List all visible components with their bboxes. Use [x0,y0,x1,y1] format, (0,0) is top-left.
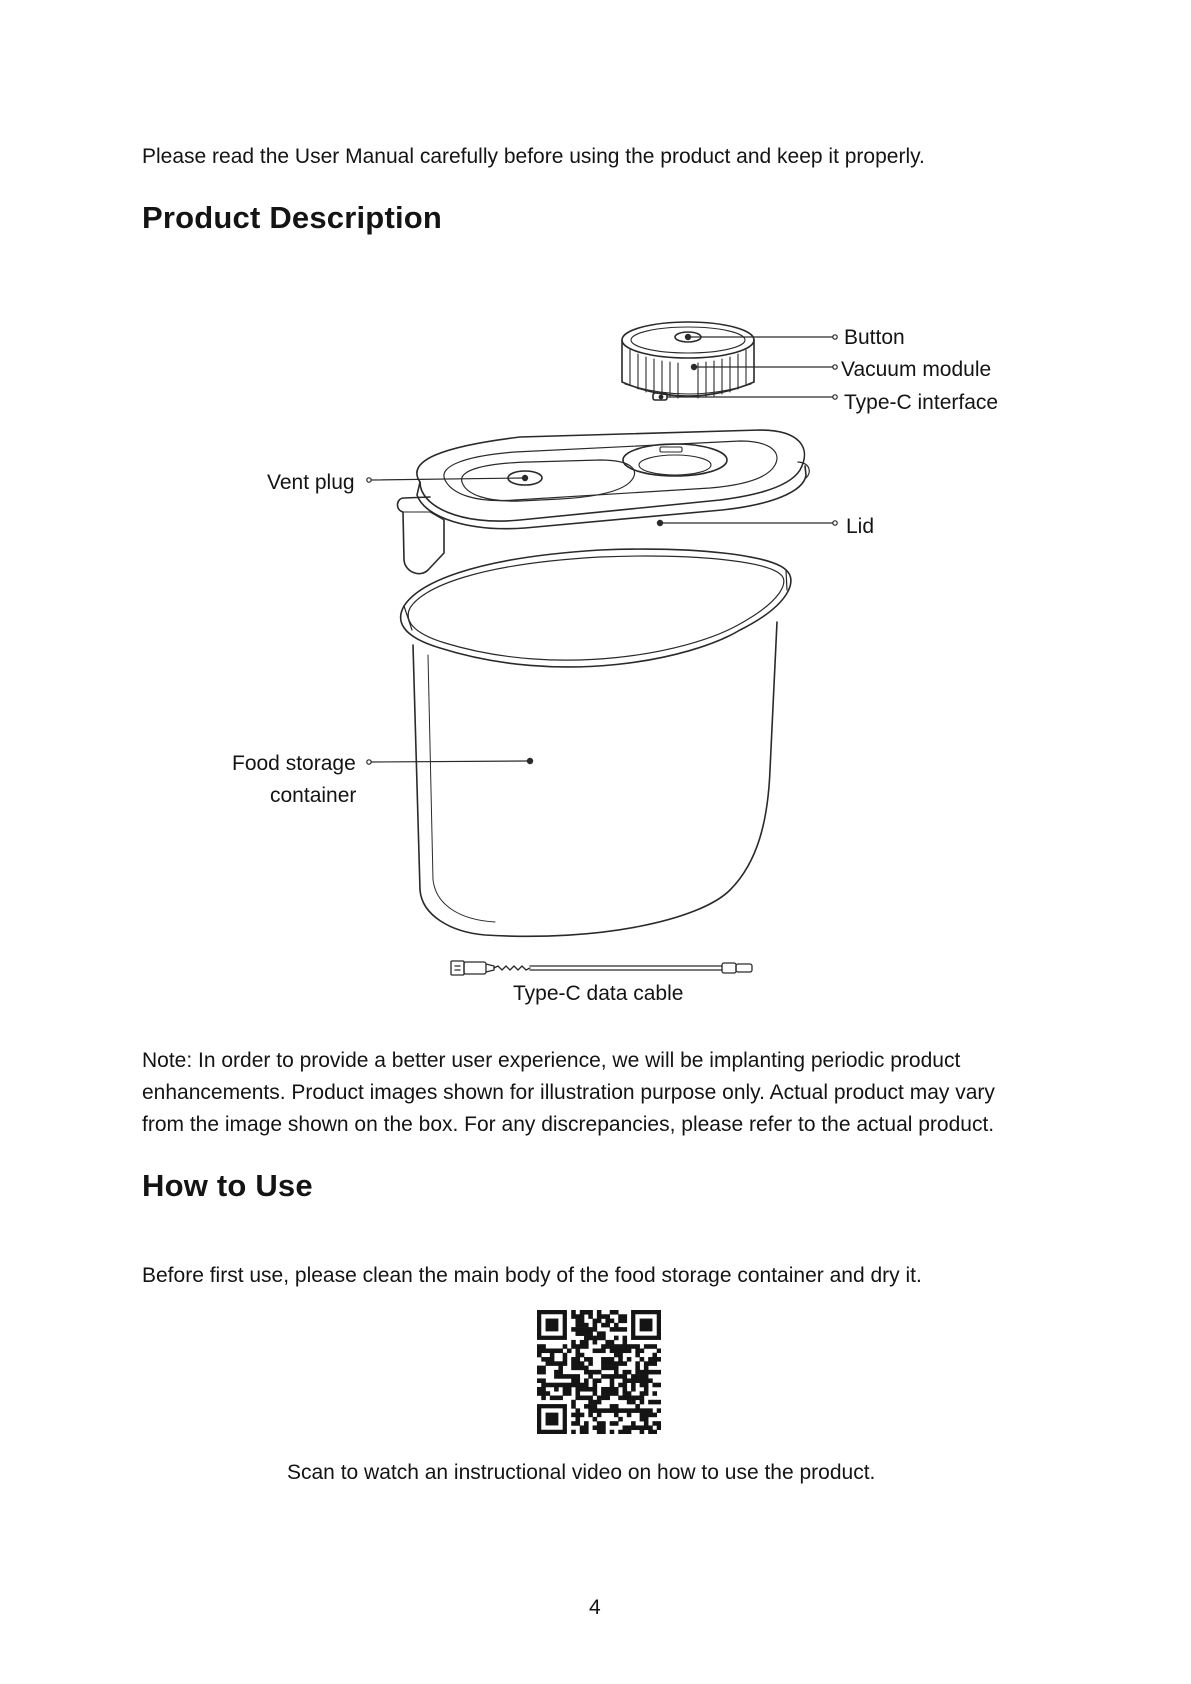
label-food-storage-line1: Food storage [232,752,356,775]
qr-caption: Scan to watch an instructional video on how to use the product. [287,1461,876,1484]
lid-drawing [397,430,809,574]
note-line-1: Note: In order to provide a better user experience, we will be implanting periodic product [142,1049,961,1072]
label-button: Button [844,326,905,349]
container-drawing [401,549,791,936]
section-heading-product-description: Product Description [142,200,443,235]
intro-text: Please read the User Manual carefully before using the product and keep it properly. [142,145,925,168]
page-number: 4 [589,1596,601,1619]
section-heading-how-to-use: How to Use [142,1168,313,1203]
label-typec-interface: Type-C interface [844,391,999,414]
note-line-3: from the image shown on the box. For any discrepancies, please refer to the actual product. [142,1113,995,1136]
label-food-storage-line2: container [270,784,357,807]
label-typec-cable: Type-C data cable [513,982,684,1005]
note-line-2: enhancements. Product images shown for illustration purpose only. Actual product may vary [142,1081,995,1104]
label-lid: Lid [846,515,875,538]
label-vacuum-module: Vacuum module [841,358,992,381]
qr-code-icon[interactable] [537,1310,661,1434]
label-vent-plug: Vent plug [267,471,355,494]
instruction-text: Before first use, please clean the main body of the food storage container and dry it. [142,1264,922,1287]
vacuum-module-drawing [622,322,754,400]
cable-drawing [451,961,752,975]
